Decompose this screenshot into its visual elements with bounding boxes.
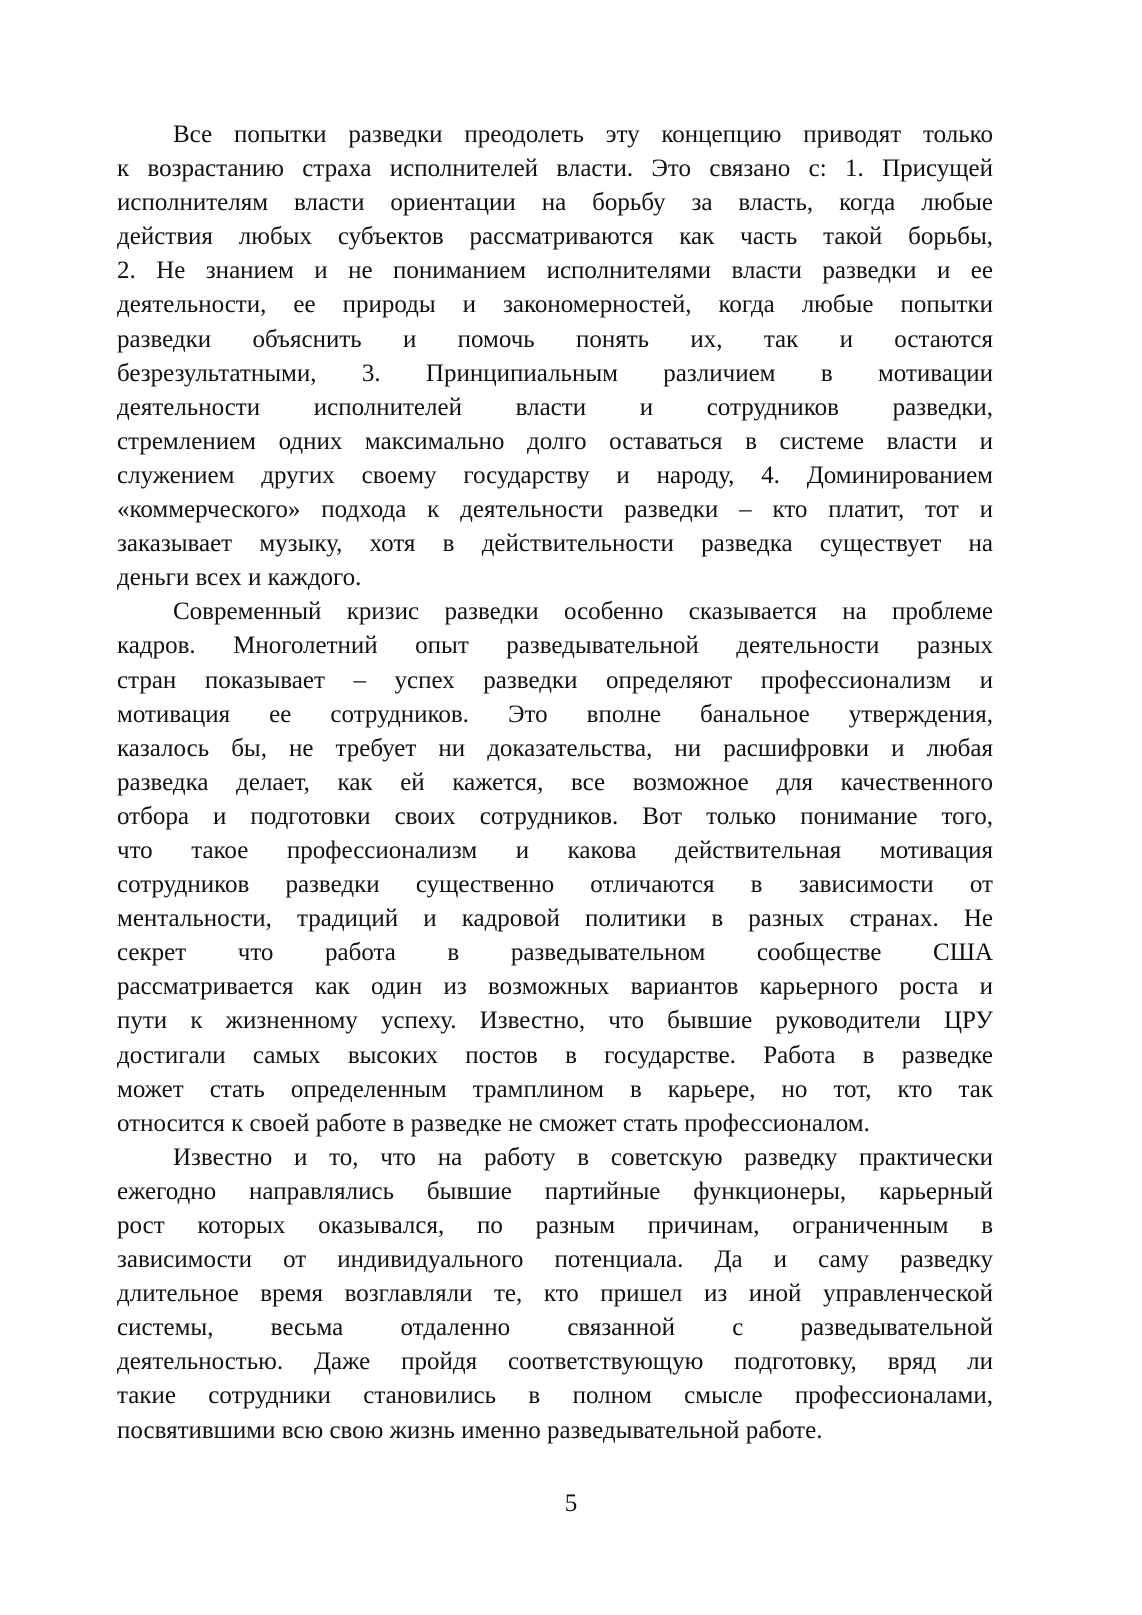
text-line: ежегодно направлялись бывшие партийные функционеры, карьерный	[117, 1177, 993, 1205]
text-line: относится к своей работе в разведке не сможет стать профессионалом.	[117, 1109, 870, 1137]
text-line: рост которых оказывался, по разным причинам, ограниченным в	[117, 1212, 993, 1239]
text-line: к возрастанию страха исполнителей власти. Это связано с: 1. Присущей	[117, 155, 993, 183]
text-line: действия любых субъектов рассматриваются как часть такой борьбы,	[117, 223, 993, 251]
paragraph-2	[117, 595, 993, 1141]
text-line: Современный кризис разведки особенно сказывается на проблеме	[173, 598, 993, 626]
text-line: может стать определенным трамплином в карьере, но тот, кто так	[117, 1075, 993, 1103]
page-number: 5	[564, 1490, 578, 1517]
text-line: ментальности, традиций и кадровой политики в разных странах. Не	[117, 905, 993, 933]
text-line: заказывает музыку, хотя в действительности разведка существует на	[117, 530, 993, 558]
text-line: достигали самых высоких постов в государстве. Работа в разведке	[117, 1041, 993, 1069]
text-line: сотрудников разведки существенно отличаются в зависимости от	[117, 871, 993, 899]
text-line: деятельностью. Даже пройдя соответствующую подготовку, вряд ли	[117, 1348, 993, 1376]
paragraph-3	[117, 1141, 993, 1448]
text-line: Все попытки разведки преодолеть эту концепцию приводят только	[173, 121, 993, 148]
text-line: длительное время возглавляли те, кто пришел из иной управленческой	[117, 1280, 993, 1308]
text-line: стремлением одних максимально долго оставаться в системе власти и	[117, 427, 993, 455]
text-line: Известно и то, что на работу в советскую разведку практически	[173, 1143, 993, 1171]
text-line: отбора и подготовки своих сотрудников. Вот только понимание того,	[117, 802, 993, 830]
text-line: стран показывает – успех разведки определяют профессионализм и	[117, 666, 993, 694]
text-line: системы, весьма отдаленно связанной с разведывательной	[117, 1314, 993, 1342]
text-line: кадров. Многолетний опыт разведывательной деятельности разных	[117, 632, 993, 660]
paragraph-1	[117, 118, 993, 595]
text-line: служением других своему государству и народу, 4. Доминированием	[117, 461, 993, 489]
text-line: такие сотрудники становились в полном смысле профессионалами,	[117, 1382, 993, 1410]
text-line: разведки объяснить и помочь понять их, так и остаются	[117, 325, 993, 353]
text-line: пути к жизненному успеху. Известно, что бывшие руководители ЦРУ	[117, 1007, 993, 1035]
text-line: казалось бы, не требует ни доказательства, ни расшифровки и любая	[117, 734, 993, 762]
text-line: безрезультатными, 3. Принципиальным различием в мотивации	[117, 359, 993, 387]
text-line: деньги всех и каждого.	[117, 564, 362, 592]
text-line: мотивация ее сотрудников. Это вполне банальное утверждения,	[117, 700, 993, 728]
text-line: разведка делает, как ей кажется, все возможное для качественного	[117, 768, 993, 796]
text-line: посвятившими всю свою жизнь именно разведывательной работе.	[117, 1416, 823, 1444]
text-line: зависимости от индивидуального потенциала. Да и саму разведку	[117, 1246, 993, 1274]
text-line: секрет что работа в разведывательном сообществе США	[117, 939, 993, 967]
text-line: 2. Не знанием и не пониманием исполнителями власти разведки и ее	[117, 257, 993, 285]
text-line: что такое профессионализм и какова действительная мотивация	[117, 836, 993, 864]
text-line: деятельности исполнителей власти и сотрудников разведки,	[117, 393, 993, 421]
body-text	[117, 118, 993, 1448]
text-line: рассматривается как один из возможных вариантов карьерного роста и	[117, 973, 993, 1001]
text-line: деятельности, ее природы и закономерностей, когда любые попытки	[117, 291, 993, 319]
text-line: исполнителям власти ориентации на борьбу за власть, когда любые	[117, 189, 993, 217]
text-line: «коммерческого» подхода к деятельности разведки – кто платит, тот и	[117, 496, 993, 524]
